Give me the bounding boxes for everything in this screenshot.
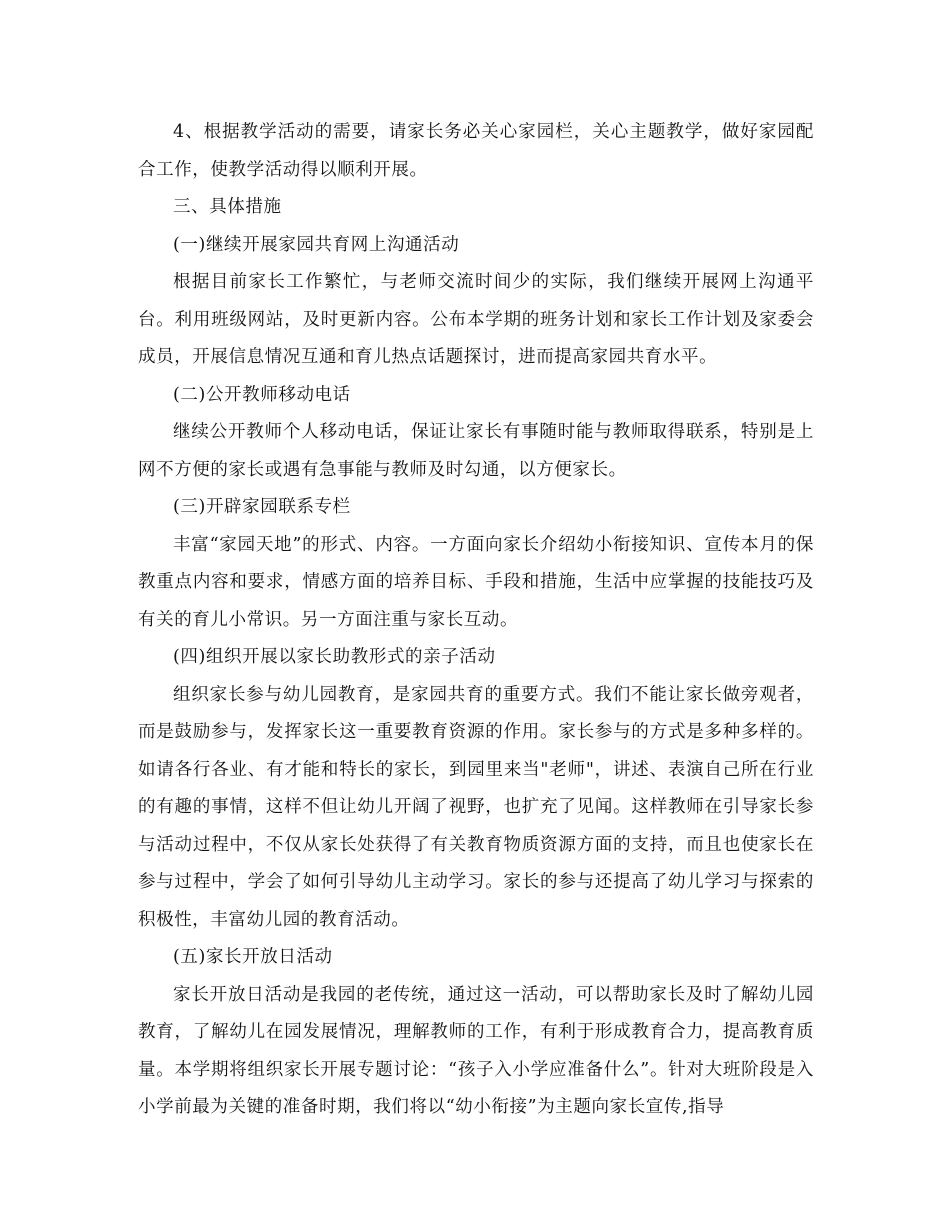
paragraph-item-4: 4、根据教学活动的需要，请家长务必关心家园栏，关心主题教学，做好家园配合工作，使教学活动得以顺利开展。 [138,122,814,180]
subheading-parent-assist: (四)组织开展以家长助教形式的亲子活动 [173,647,496,667]
document-page [138,114,814,1127]
paragraph-online-communication: 根据目前家长工作繁忙，与老师交流时间少的实际，我们继续开展网上沟通平台。利用班级网站，及时更新内容。公布本学期的班务计划和家长工作计划及家委会成员，开展信息情况互通和育儿热点话题探讨，进而提高家园共育水平。 [138,272,814,367]
paragraph-open-day: 家长开放日活动是我园的老传统，通过这一活动，可以帮助家长及时了解幼儿园教育，了解幼儿在园发展情况，理解教师的工作，有利于形成教育合力，提高教育质量。本学期将组织家长开展专题讨论：“孩子入小学应准备什么”。针对大班阶段是入小学前最为关键的准备时期，我们将以“幼小衔接”为主题向家长宣传,指导 [138,984,814,1117]
subheading-contact-column: (三)开辟家园联系专栏 [173,497,351,517]
subheading-online-communication: (一)继续开展家园共育网上沟通活动 [173,234,460,255]
subheading-teacher-phone: (二)公开教师移动电话 [173,384,351,405]
section-heading-measures: 三、具体措施 [173,197,282,217]
subheading-open-day: (五)家长开放日活动 [173,947,333,967]
paragraph-contact-column: 丰富“家园天地”的形式、内容。一方面向家长介绍幼小衔接知识、宣传本月的保教重点内容和要求，情感方面的培养目标、手段和措施，生活中应掌握的技能技巧及有关的育儿小常识。另一方面注重与家长互动。 [138,534,814,630]
paragraph-parent-assist: 组织家长参与幼儿园教育，是家园共育的重要方式。我们不能让家长做旁观者，而是鼓励参与，发挥家长这一重要教育资源的作用。家长参与的方式是多种多样的。如请各行各业、有才能和特长的家长，到园里来当"老师"，讲述、表演自己所在行业的有趣的事情，这样不但让幼儿开阔了视野，也扩充了见闻。这样教师在引导家长参与活动过程中，不仅从家长处获得了有关教育物质资源方面的支持，而且也使家长在参与过程中，学会了如何引导幼儿主动学习。家长的参与还提高了幼儿学习与探索的积极性，丰富幼儿园的教育活动。 [138,684,814,930]
paragraph-teacher-phone: 继续公开教师个人移动电话，保证让家长有事随时能与教师取得联系，特别是上网不方便的家长或遇有急事能与教师及时勾通，以方便家长。 [138,422,814,480]
